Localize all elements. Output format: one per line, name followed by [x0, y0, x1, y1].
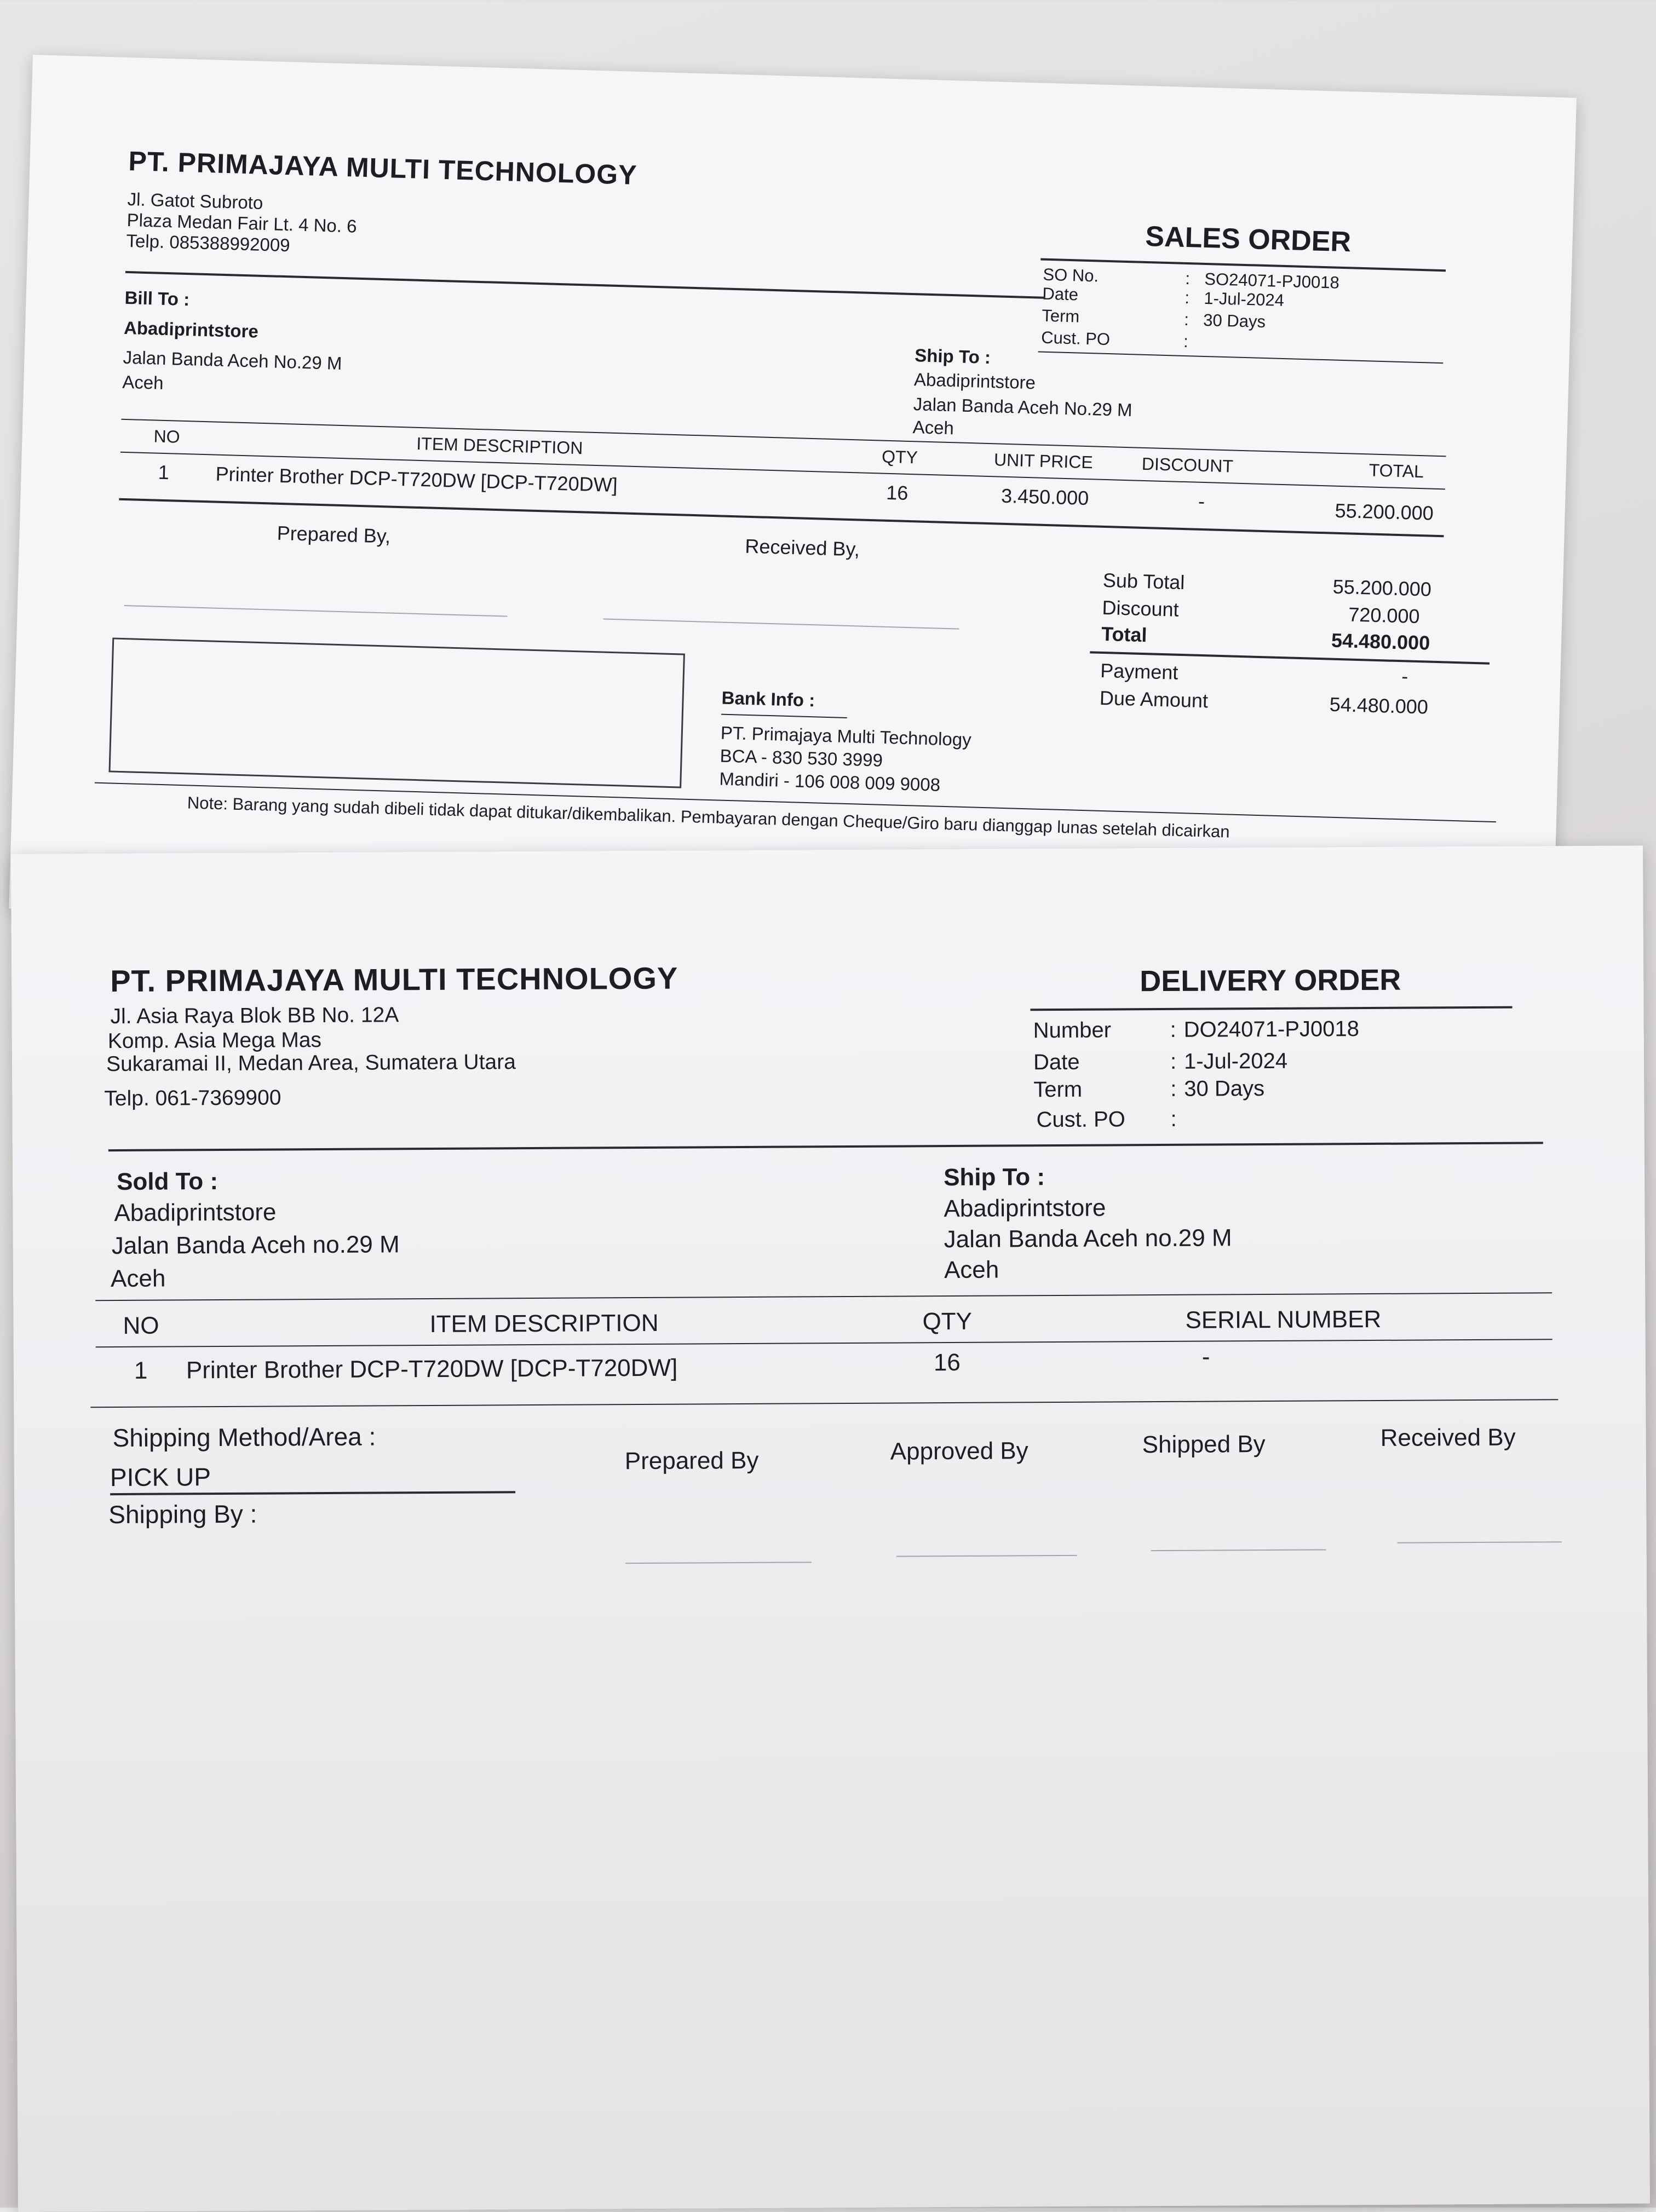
company-phone: Telp. 061-7369900 — [104, 1086, 281, 1111]
cell-no: 1 — [134, 1357, 148, 1384]
meta-label: Number — [1033, 1018, 1112, 1043]
company-address-2: Plaza Medan Fair Lt. 4 No. 6 — [127, 209, 358, 237]
ship-to-city: Aceh — [944, 1256, 999, 1284]
cell-description: Printer Brother DCP-T720DW [DCP-T720DW] — [215, 462, 618, 497]
ship-to-address: Jalan Banda Aceh No.29 M — [913, 394, 1133, 420]
cell-qty: 16 — [886, 481, 909, 504]
bill-to-address: Jalan Banda Aceh No.29 M — [123, 347, 342, 373]
received-by-label: Received By, — [744, 534, 860, 561]
bill-to-city: Aceh — [122, 371, 164, 393]
meta-label: Cust. PO — [1040, 327, 1111, 349]
meta-label: Date — [1033, 1050, 1080, 1075]
company-phone: Telp. 085388992009 — [126, 230, 291, 256]
bill-to-label: Bill To : — [124, 287, 190, 310]
shipped-signature-line — [1151, 1549, 1326, 1551]
meta-colon: : — [1170, 1076, 1177, 1101]
meta-colon: : — [1170, 1049, 1177, 1074]
title-rule — [1031, 1006, 1513, 1011]
prepared-signature-line — [124, 605, 508, 617]
sold-to-name: Abadiprintstore — [114, 1199, 277, 1227]
note-text: Note: Barang yang sudah dibeli tidak dapat ditukar/dikembalikan. Pembayaran dengan Cheque/Giro baru dianggap lunas setelah dicairkan — [187, 793, 1231, 842]
meta-value: 1-Jul-2024 — [1183, 1049, 1288, 1074]
company-address-1: Jl. Asia Raya Blok BB No. 12A — [110, 1003, 399, 1029]
sold-to-city: Aceh — [110, 1265, 166, 1293]
shipping-method-label: Shipping Method/Area : — [112, 1422, 376, 1453]
discount-label: Discount — [1102, 596, 1180, 621]
col-header-serial-number: SERIAL NUMBER — [1185, 1305, 1382, 1334]
document-title: SALES ORDER — [1145, 220, 1352, 258]
meta-value: 30 Days — [1184, 1076, 1265, 1101]
meta-value: 1-Jul-2024 — [1203, 288, 1285, 310]
cell-total: 55.200.000 — [1335, 499, 1434, 525]
company-address-2: Komp. Asia Mega Mas — [107, 1028, 322, 1053]
meta-colon: : — [1183, 331, 1189, 352]
bank-account-holder: PT. Primajaya Multi Technology — [720, 722, 972, 750]
col-header-description: ITEM DESCRIPTION — [416, 433, 583, 458]
shipping-by-label: Shipping By : — [108, 1499, 257, 1529]
cell-no: 1 — [158, 460, 170, 484]
cell-unit-price: 3.450.000 — [1001, 484, 1089, 510]
col-header-qty: QTY — [922, 1307, 973, 1335]
shipping-method-value: PICK UP — [110, 1462, 211, 1492]
bill-to-name: Abadiprintstore — [123, 317, 259, 342]
discount-value: 720.000 — [1348, 603, 1421, 628]
delivery-order-sheet — [11, 845, 1650, 2212]
ship-to-address: Jalan Banda Aceh no.29 M — [944, 1224, 1232, 1253]
cell-description: Printer Brother DCP-T720DW [DCP-T720DW] — [186, 1354, 678, 1384]
company-name: PT. PRIMAJAYA MULTI TECHNOLOGY — [110, 960, 679, 999]
table-top-rule — [121, 419, 1446, 457]
company-name: PT. PRIMAJAYA MULTI TECHNOLOGY — [128, 145, 638, 191]
header-rule — [108, 1142, 1543, 1151]
document-title: DELIVERY ORDER — [1140, 963, 1401, 998]
shipped-by-label: Shipped By — [1142, 1431, 1266, 1459]
received-by-label: Received By — [1380, 1424, 1516, 1451]
table-bottom-rule — [90, 1399, 1558, 1408]
col-header-total: TOTAL — [1369, 460, 1424, 482]
meta-colon: : — [1183, 309, 1189, 330]
meta-label: Cust. PO — [1036, 1107, 1125, 1132]
header-row-rule — [96, 1339, 1553, 1347]
sub-total-label: Sub Total — [1102, 568, 1185, 594]
meta-value: SO24071-PJ0018 — [1204, 269, 1340, 292]
total-value: 54.480.000 — [1331, 629, 1430, 654]
header-rule — [125, 271, 1045, 299]
due-amount-value: 54.480.000 — [1329, 693, 1429, 718]
col-header-qty: QTY — [881, 446, 918, 468]
approved-signature-line — [896, 1555, 1077, 1557]
col-header-no: NO — [123, 1312, 159, 1339]
payment-value: - — [1401, 665, 1408, 688]
col-header-unit-price: UNIT PRICE — [993, 450, 1094, 473]
ship-to-label: Ship To : — [914, 345, 991, 368]
prepared-by-label: Prepared By — [624, 1447, 759, 1475]
meta-label: Term — [1033, 1077, 1083, 1102]
received-signature-line — [1398, 1541, 1562, 1543]
cell-serial-number: - — [1201, 1343, 1210, 1370]
meta-value: DO24071-PJ0018 — [1183, 1017, 1360, 1042]
bank-mandiri: Mandiri - 106 008 009 9008 — [719, 768, 941, 795]
meta-label: Date — [1042, 284, 1079, 304]
col-header-description: ITEM DESCRIPTION — [429, 1309, 659, 1338]
col-header-discount: DISCOUNT — [1141, 453, 1234, 476]
meta-colon: : — [1170, 1017, 1176, 1042]
cell-qty: 16 — [933, 1349, 961, 1376]
meta-label: SO No. — [1043, 264, 1099, 286]
company-address-1: Jl. Gatot Subroto — [127, 188, 263, 213]
meta-colon: : — [1185, 268, 1191, 289]
bank-info-label: Bank Info : — [721, 687, 815, 711]
sold-to-address: Jalan Banda Aceh no.29 M — [111, 1231, 400, 1260]
company-address-3: Sukaramai II, Medan Area, Sumatera Utara — [106, 1050, 516, 1076]
ship-to-name: Abadiprintstore — [944, 1194, 1106, 1223]
prepared-by-label: Prepared By, — [277, 521, 391, 548]
sold-to-label: Sold To : — [117, 1168, 219, 1195]
meta-rule — [1038, 351, 1444, 364]
ship-to-name: Abadiprintstore — [913, 369, 1036, 393]
sales-order-sheet — [9, 55, 1576, 952]
bank-info-rule — [721, 714, 847, 718]
bank-bca: BCA - 830 530 3999 — [720, 745, 883, 770]
payment-label: Payment — [1100, 659, 1178, 684]
stamp-box — [108, 637, 685, 788]
prepared-signature-line — [625, 1562, 812, 1564]
table-top-rule — [95, 1292, 1552, 1301]
ship-to-city: Aceh — [912, 417, 955, 439]
cell-discount: - — [1198, 489, 1205, 513]
meta-colon: : — [1170, 1107, 1177, 1131]
ship-to-label: Ship To : — [943, 1163, 1045, 1191]
received-signature-line — [603, 618, 959, 629]
meta-value: 30 Days — [1203, 310, 1266, 332]
due-amount-label: Due Amount — [1099, 686, 1209, 712]
col-header-no: NO — [153, 426, 181, 447]
sub-total-value: 55.200.000 — [1332, 575, 1432, 601]
total-label: Total — [1101, 622, 1148, 647]
meta-colon: : — [1184, 287, 1190, 308]
approved-by-label: Approved By — [890, 1437, 1028, 1465]
meta-label: Term — [1041, 306, 1080, 326]
